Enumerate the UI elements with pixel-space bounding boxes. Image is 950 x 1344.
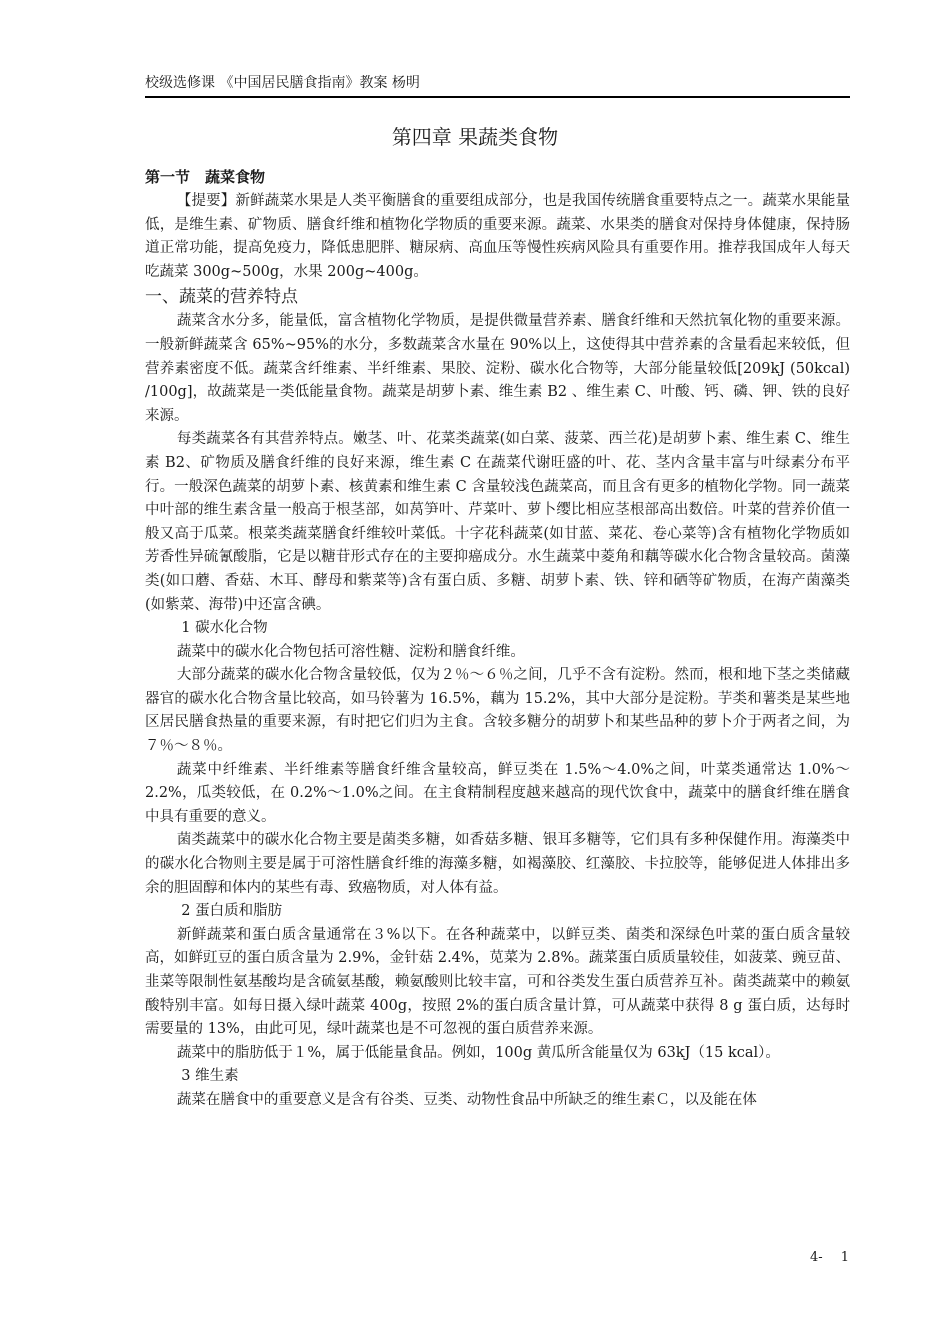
subheading-carbohydrates: 1 碳水化合物 [181,620,268,637]
paragraph: 菌类蔬菜中的碳水化合物主要是菌类多糖，如香菇多糖、银耳多糖等，它们具有多种保健作用。海藻类中的碳水化合物则主要是属于可溶性膳食纤维的海藻多糖，如褐藻胶、红藻胶、卡拉胶等，能够促进人体排出多余的胆固醇和体内的某些有毒、致癌物质，对人体有益。 [145,832,850,896]
paragraph: 蔬菜中的碳水化合物包括可溶性糖、淀粉和膳食纤维。 [176,643,525,660]
subheading-protein-fat: 2 蛋白质和脂肪 [181,903,283,920]
paragraph: 蔬菜含水分多，能量低，富含植物化学物质，是提供微量营养素、膳食纤维和天然抗氧化物的重要来源。一般新鲜蔬菜含 65%~95%的水分，多数蔬菜含水量在 90%以上，这使得其中营养素的含量看起来较低，但营养素密度不低。蔬菜含纤维素、半纤维素、果胶、淀粉、碳水化合物等，大部分能量较低[209kJ (50kcal) /100g]，故蔬菜是一类低能量食物。蔬菜是胡萝卜素、维生素 B2 、维生素 C、叶酸、钙、磷、钾、铁的良好来源。 [145,313,850,424]
page-header [145,74,850,98]
subheading-vitamins: 3 维生素 [181,1068,239,1085]
chapter-title: 第四章 果蔬类食物 [391,125,559,149]
section-title: 第一节 蔬菜食物 [145,168,266,186]
paragraph: 每类蔬菜各有其营养特点。嫩茎、叶、花菜类蔬菜(如白菜、菠菜、西兰花)是胡萝卜素、维生素 C、维生素 B2、矿物质及膳食纤维的良好来源，维生素 C 在蔬菜代谢旺盛的叶、花、茎内含量丰富与叶绿素分布平行。一般深色蔬菜的胡萝卜素、核黄素和维生素 C 含量较浅色蔬菜高，而且含有更多的植物化学物。同一蔬菜中叶部的维生素含量一般高于根茎部，如莴笋叶、芹菜叶、萝卜缨比相应茎根部高出数倍。叶菜的营养价值一般又高于瓜菜。根菜类蔬菜膳食纤维较叶菜低。十字花科蔬菜(如甘蓝、菜花、卷心菜等)含有植物化学物质如芳香性异硫氰酸脂，它是以糖苷形式存在的主要抑癌成分。水生蔬菜中菱角和藕等碳水化合物含量较高。菌藻类(如口蘑、香菇、木耳、酵母和紫菜等)含有蛋白质、多糖、胡萝卜素、铁、锌和硒等矿物质，在海产菌藻类(如紫菜、海带)中还富含碘。 [145,431,850,613]
page-number: 4- 1 [810,1250,850,1265]
abstract-paragraph: 【提要】新鲜蔬菜水果是人类平衡膳食的重要组成部分，也是我国传统膳食重要特点之一。蔬菜水果能量低，是维生素、矿物质、膳食纤维和植物化学物质的重要来源。蔬菜、水果类的膳食对保持身体健康，保持肠道正常功能，提高免疫力，降低患肥胖、糖尿病、高血压等慢性疾病风险具有重要作用。推荐我国成年人每天吃蔬菜 300g~500g，水果 200g~400g。 [145,193,850,280]
header-text: 校级选修课 《中国居民膳食指南》教案 杨明 [145,75,420,91]
paragraph: 蔬菜中的脂肪低于１%，属于低能量食品。例如，100g 黄瓜所含能量仅为 63kJ（15 kcal）。 [176,1044,780,1061]
paragraph: 蔬菜中纤维素、半纤维素等膳食纤维含量较高，鲜豆类在 1.5%～4.0%之间，叶菜类通常达 1.0%～2.2%，瓜类较低，在 0.2%～1.0%之间。在主食精制程度越来越高的现代饮食中，蔬菜中的膳食纤维在膳食中具有重要的意义。 [145,761,850,825]
heading-nutrition-features: 一、蔬菜的营养特点 [145,287,298,308]
paragraph: 蔬菜在膳食中的重要意义是含有谷类、豆类、动物性食品中所缺乏的维生素Ｃ，以及能在体 [176,1091,757,1108]
document-body [145,190,850,1113]
paragraph: 新鲜蔬菜和蛋白质含量通常在３%以下。在各种蔬菜中，以鲜豆类、菌类和深绿色叶菜的蛋白质含量较高，如鲜豇豆的蛋白质含量为 2.9%，金针菇 2.4%，苋菜为 2.8%。蔬菜蛋白质质量较佳，如菠菜、豌豆苗、韭菜等限制性氨基酸均是含硫氨基酸，赖氨酸则比较丰富，可和谷类发生蛋白质营养互补。菌类蔬菜中的赖氨酸特别丰富。如每日摄入绿叶蔬菜 400g，按照 2%的蛋白质含量计算，可从蔬菜中获得 8 g 蛋白质，达每时需要量的 13%，由此可见，绿叶蔬菜也是不可忽视的蛋白质营养来源。 [145,926,850,1038]
paragraph: 大部分蔬菜的碳水化合物含量较低，仅为２％～６％之间，几乎不含有淀粉。然而，根和地下茎之类储藏器官的碳水化合物含量比较高，如马铃薯为 16.5%，藕为 15.2%，其中大部分是淀粉。芋类和薯类是某些地区居民膳食热量的重要来源，有时把它们归为主食。含较多糖分的胡萝卜和某些品种的萝卜介于两者之间，为７％～８％。 [145,667,850,755]
